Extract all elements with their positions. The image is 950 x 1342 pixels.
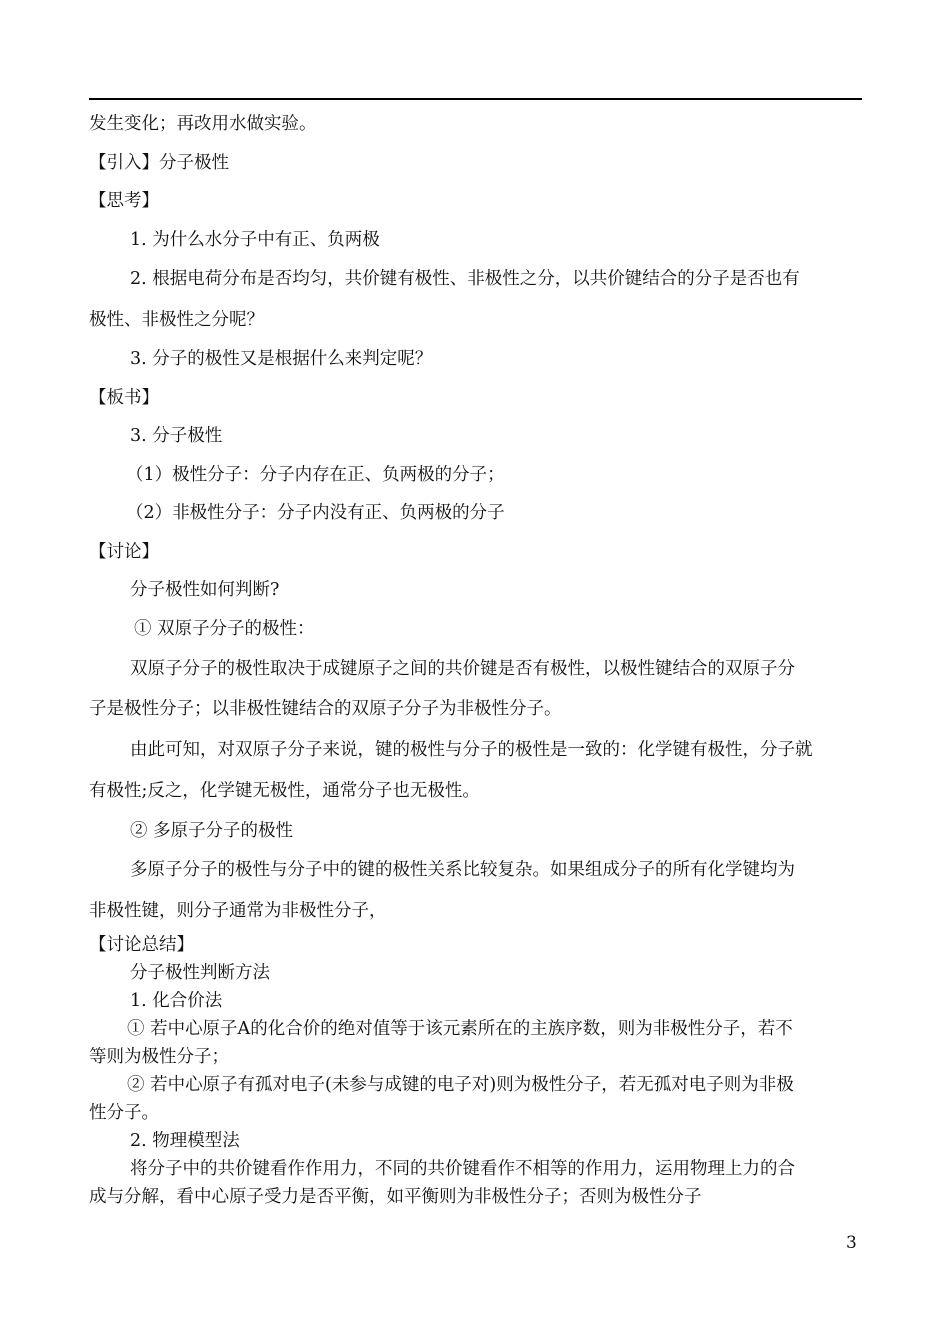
board-item: （2）非极性分子：分子内没有正、负两极的分子 — [126, 503, 505, 524]
text-line: 多原子分子的极性与分子中的键的极性关系比较复杂。如果组成分子的所有化学键均为 — [130, 860, 795, 880]
text-line: 子是极性分子；以非极性键结合的双原子分子为非极性分子。 — [89, 699, 562, 720]
text-line: 双原子分子的极性取决于成键原子之间的共价键是否有极性，以极性键结合的双原子分 — [130, 658, 795, 679]
text-line: 有极性;反之，化学键无极性，通常分子也无极性。 — [89, 780, 480, 801]
header-rule — [89, 98, 862, 100]
list-item: ② 多原子分子的极性 — [130, 820, 294, 841]
list-item: ① 双原子分子的极性： — [134, 619, 315, 640]
list-item: ① 若中心原子A的化合价的绝对值等于该元素所在的主族序数，则为非极性分子，若不 — [127, 1019, 793, 1040]
question-item: 3. 分子的极性又是根据什么来判定呢？ — [130, 349, 433, 370]
question-item: 2. 根据电荷分布是否均匀，共价键有极性、非极性之分，以共价键结合的分子是否也有 — [130, 269, 800, 289]
section-heading-board: 【板书】 — [89, 387, 159, 408]
text-line: 非极性键，则分子通常为非极性分子， — [89, 900, 387, 921]
document-body — [89, 105, 862, 1211]
list-item: ② 若中心原子有孤对电子(未参与成键的电子对)则为极性分子，若无孤对电子则为非极 — [127, 1075, 794, 1096]
method-heading: 1. 化合价法 — [130, 991, 223, 1012]
board-item: （1）极性分子：分子内存在正、负两极的分子； — [126, 464, 505, 485]
text-line: 将分子中的共价键看作作用力，不同的共价键看作不相等的作用力，运用物理上力的合 — [130, 1159, 795, 1180]
section-heading-think: 【思考】 — [89, 191, 159, 211]
question-item: 1. 为什么水分子中有正、负两极 — [130, 229, 380, 250]
text-line: 极性、非极性之分呢？ — [89, 309, 264, 330]
page-number: 3 — [846, 1233, 857, 1253]
method-heading: 2. 物理模型法 — [130, 1131, 240, 1152]
text-line: 等则为极性分子； — [89, 1047, 229, 1068]
section-heading-intro: 【引入】分子极性 — [89, 152, 229, 173]
board-item: 3. 分子极性 — [130, 426, 223, 447]
text-line: 性分子。 — [89, 1103, 159, 1124]
text-line: 分子极性判断方法 — [130, 963, 270, 984]
text-line: 发生变化；再改用水做实验。 — [89, 114, 317, 134]
section-heading-summary: 【讨论总结】 — [89, 935, 194, 956]
text-line: 由此可知，对双原子分子来说，键的极性与分子的极性是一致的：化学键有极性，分子就 — [130, 740, 813, 761]
text-line: 分子极性如何判断? — [130, 580, 280, 601]
text-line: 成与分解，看中心原子受力是否平衡，如平衡则为非极性分子；否则为极性分子 — [89, 1187, 702, 1208]
section-heading-discussion: 【讨论】 — [89, 541, 159, 562]
